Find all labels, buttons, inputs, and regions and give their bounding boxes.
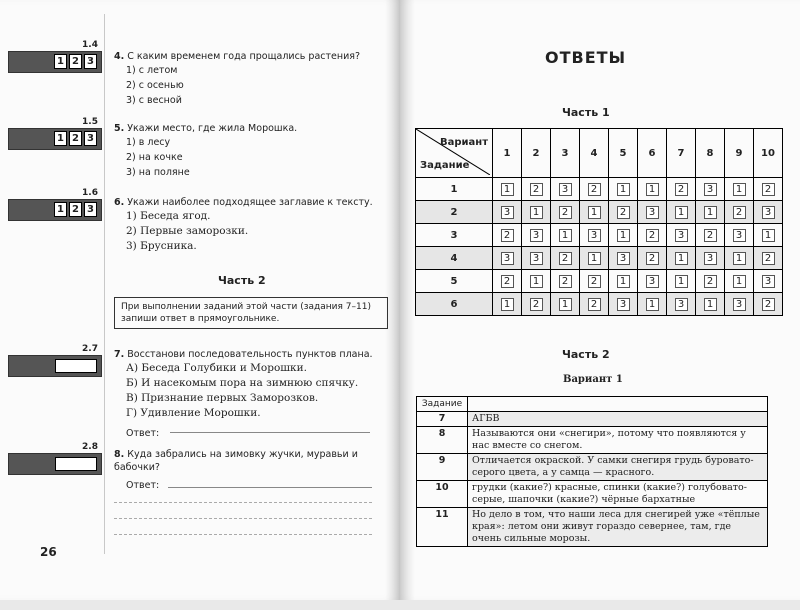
task-number: 10 — [417, 481, 468, 508]
question-number: 7. — [114, 349, 125, 360]
instruction-note: При выполнении заданий этой части (задания 7–11) запиши ответ в прямоугольнике. — [114, 297, 388, 329]
task-number: 1 — [416, 178, 493, 201]
answer-cell: 2 — [646, 229, 659, 242]
answer-cell: 3 — [559, 183, 572, 196]
task-number: 8 — [417, 427, 468, 454]
answers-title: ОТВЕТЫ — [545, 48, 627, 67]
table-row — [417, 412, 768, 427]
answer-cell: 2 — [530, 298, 543, 311]
variant-header: 9 — [725, 129, 754, 178]
answer-cell: 2 — [588, 275, 601, 288]
answer-cell: 3 — [646, 206, 659, 219]
answer-label: Ответ: — [126, 480, 160, 491]
answer-box-2[interactable]: 2 — [69, 131, 82, 146]
answer-cell: 2 — [501, 229, 514, 242]
variant-header: 1 — [493, 129, 522, 178]
answer-cell: 3 — [762, 206, 775, 219]
option: 3) с весной — [126, 95, 182, 106]
answer-cell: 3 — [675, 229, 688, 242]
table-row — [416, 293, 783, 316]
answer-cell: 1 — [675, 275, 688, 288]
task-label: Задание — [417, 397, 468, 412]
answer-cell: 1 — [646, 298, 659, 311]
answer-cell: 1 — [588, 206, 601, 219]
task-number: 3 — [416, 224, 493, 247]
tag-number: 2.8 — [82, 442, 98, 452]
answer-box-2[interactable]: 2 — [69, 54, 82, 69]
question-number: 6. — [114, 197, 125, 208]
answer-field[interactable] — [55, 457, 97, 471]
tag-1-5 — [8, 117, 102, 150]
answer-cell: 2 — [559, 206, 572, 219]
answers-table-part2 — [416, 396, 768, 547]
answer-line[interactable] — [168, 486, 372, 488]
answer-cell: 3 — [588, 229, 601, 242]
answer-label: Ответ: — [126, 428, 160, 439]
answer-cell: 3 — [675, 298, 688, 311]
answer-cell: 3 — [530, 252, 543, 265]
variant-title: Вариант 1 — [563, 374, 623, 385]
answer-line[interactable] — [114, 518, 372, 519]
answer-line[interactable] — [170, 431, 370, 433]
tag-2-8 — [8, 442, 102, 475]
variant-header: 7 — [667, 129, 696, 178]
answer-text: Называются они «снегири», потому что появляются у нас вместе со снегом. — [468, 427, 768, 454]
variant-header: 6 — [638, 129, 667, 178]
answer-cell: 2 — [588, 183, 601, 196]
question-number: 4. — [114, 51, 125, 62]
answer-cell: 3 — [704, 252, 717, 265]
answer-cell: 2 — [733, 206, 746, 219]
answer-cell: 1 — [617, 183, 630, 196]
answer-cell: 2 — [762, 252, 775, 265]
answer-text: Отличается окраской. У самки снегиря грудь буровато-серого цвета, а у самца — красного. — [468, 454, 768, 481]
answer-cell: 1 — [675, 206, 688, 219]
answer-cell: 1 — [559, 229, 572, 242]
answer-cell: 2 — [704, 229, 717, 242]
answer-cell: 3 — [762, 275, 775, 288]
task-number: 5 — [416, 270, 493, 293]
answer-line[interactable] — [114, 502, 372, 503]
book-gutter — [385, 0, 415, 600]
answer-cell: 3 — [617, 252, 630, 265]
answer-cell: 3 — [733, 229, 746, 242]
answer-text: Но дело в том, что наши леса для снегирей уже «тёплые края»: летом они живут гораздо севернее, там, где очень сильные морозы. — [468, 508, 768, 547]
answer-line[interactable] — [114, 534, 372, 535]
answer-box-3[interactable]: 3 — [84, 202, 97, 217]
part-2-title: Часть 2 — [218, 274, 266, 287]
answer-bar — [8, 199, 102, 221]
table-row — [417, 508, 768, 547]
task-number: 9 — [417, 454, 468, 481]
answer-cell: 1 — [733, 183, 746, 196]
answer-cell: 2 — [559, 252, 572, 265]
answer-box-1[interactable]: 1 — [54, 54, 67, 69]
option: 2) на кочке — [126, 152, 183, 163]
question-prompt: Куда забрались на зимовку жучки, муравьи и бабочки? — [114, 449, 358, 473]
answer-field[interactable] — [55, 359, 97, 373]
question-text — [114, 50, 360, 63]
part-1-title: Часть 1 — [562, 106, 610, 119]
answer-box-1[interactable]: 1 — [54, 202, 67, 217]
task-number: 2 — [416, 201, 493, 224]
answer-cell: 1 — [704, 298, 717, 311]
option: 2) Первые заморозки. — [126, 225, 249, 237]
option: 3) Брусника. — [126, 240, 197, 252]
variant-label: Вариант — [440, 137, 488, 148]
option: Б) И насекомым пора на зимнюю спячку. — [126, 377, 359, 389]
answer-cell: 2 — [559, 275, 572, 288]
answer-cell: 2 — [530, 183, 543, 196]
answer-cell: 1 — [559, 298, 572, 311]
answer-cell: 2 — [762, 183, 775, 196]
answer-cell: 1 — [646, 183, 659, 196]
question-prompt: Восстанови последовательность пунктов плана. — [127, 349, 373, 360]
answer-box-3[interactable]: 3 — [84, 131, 97, 146]
tag-number: 1.6 — [82, 188, 98, 198]
question-7 — [114, 348, 373, 440]
answer-cell: 2 — [762, 298, 775, 311]
answer-box-3[interactable]: 3 — [84, 54, 97, 69]
table-header-row — [416, 129, 783, 178]
answer-cell: 1 — [588, 252, 601, 265]
answer-cell: 1 — [530, 206, 543, 219]
task-label: Задание — [420, 160, 470, 171]
answer-cell: 1 — [617, 275, 630, 288]
answer-bar — [8, 51, 102, 73]
option: А) Беседа Голубики и Морошки. — [126, 362, 307, 374]
answer-cell: 2 — [501, 275, 514, 288]
question-prompt: С каким временем года прощались растения? — [127, 51, 361, 62]
table-row — [417, 427, 768, 454]
variant-header: 4 — [580, 129, 609, 178]
variant-header: 3 — [551, 129, 580, 178]
answer-cell: 2 — [588, 298, 601, 311]
variant-header: 5 — [609, 129, 638, 178]
table-row — [416, 270, 783, 293]
option: Г) Удивление Морошки. — [126, 407, 261, 419]
answer-cell: 1 — [675, 252, 688, 265]
table-row — [416, 247, 783, 270]
question-text — [114, 448, 374, 474]
answer-cell: 1 — [501, 183, 514, 196]
answer-bar — [8, 453, 102, 475]
diagonal-header-cell — [416, 129, 493, 178]
variant-header: 2 — [522, 129, 551, 178]
answer-cell: 3 — [704, 183, 717, 196]
task-number: 11 — [417, 508, 468, 547]
tag-number: 2.7 — [82, 344, 98, 354]
table-row — [417, 481, 768, 508]
answer-cell: 3 — [501, 206, 514, 219]
part-2-answers-title: Часть 2 — [562, 348, 610, 361]
task-number: 4 — [416, 247, 493, 270]
option: 3) на поляне — [126, 167, 190, 178]
variant-header: 8 — [696, 129, 725, 178]
table-row — [416, 201, 783, 224]
answer-cell: 2 — [646, 252, 659, 265]
option: 2) с осенью — [126, 80, 184, 91]
tag-1-4 — [8, 40, 102, 73]
margin-line — [104, 14, 105, 554]
answer-cell: 3 — [617, 298, 630, 311]
answer-bar — [8, 128, 102, 150]
tag-1-6 — [8, 188, 102, 221]
answer-cell: 1 — [530, 275, 543, 288]
question-number: 8. — [114, 449, 125, 460]
option: 1) с летом — [126, 65, 178, 76]
answer-cell: 1 — [617, 229, 630, 242]
question-4 — [114, 50, 360, 108]
variant-header: 10 — [754, 129, 783, 178]
answer-cell: 3 — [646, 275, 659, 288]
task-number: 6 — [416, 293, 493, 316]
answer-cell: 1 — [501, 298, 514, 311]
question-text — [114, 196, 373, 209]
answer-text: АГБВ — [468, 412, 768, 427]
answer-cell: 2 — [704, 275, 717, 288]
question-prompt: Укажи место, где жила Морошка. — [127, 123, 298, 134]
tag-number: 1.5 — [82, 117, 98, 127]
question-6 — [114, 196, 373, 254]
option: 1) Беседа ягод. — [126, 210, 211, 222]
table-row — [416, 178, 783, 201]
answer-box-2[interactable]: 2 — [69, 202, 82, 217]
page-number: 26 — [40, 545, 57, 559]
question-text — [114, 348, 373, 361]
answer-cell: 2 — [617, 206, 630, 219]
table-row — [416, 224, 783, 247]
answer-cell: 3 — [733, 298, 746, 311]
answer-cell: 3 — [501, 252, 514, 265]
header-empty-cell — [468, 397, 768, 412]
answer-text: грудки (какие?) красные, спинки (какие?) голубовато-серые, шапочки (какие?) чёрные бархатные — [468, 481, 768, 508]
answer-box-1[interactable]: 1 — [54, 131, 67, 146]
table-header-row — [417, 397, 768, 412]
answer-cell: 1 — [733, 275, 746, 288]
answer-cell: 2 — [675, 183, 688, 196]
tag-2-7 — [8, 344, 102, 377]
answer-bar — [8, 355, 102, 377]
question-prompt: Укажи наиболее подходящее заглавие к тексту. — [127, 197, 373, 208]
question-number: 5. — [114, 123, 125, 134]
question-5 — [114, 122, 297, 180]
answer-cell: 1 — [733, 252, 746, 265]
option: 1) в лесу — [126, 137, 171, 148]
answer-cell: 1 — [762, 229, 775, 242]
tag-number: 1.4 — [82, 40, 98, 50]
table-row — [417, 454, 768, 481]
answers-table-part1 — [415, 128, 783, 316]
question-text — [114, 122, 297, 135]
task-number: 7 — [417, 412, 468, 427]
answer-cell: 1 — [704, 206, 717, 219]
answer-cell: 3 — [530, 229, 543, 242]
option: В) Признание первых Заморозков. — [126, 392, 319, 404]
